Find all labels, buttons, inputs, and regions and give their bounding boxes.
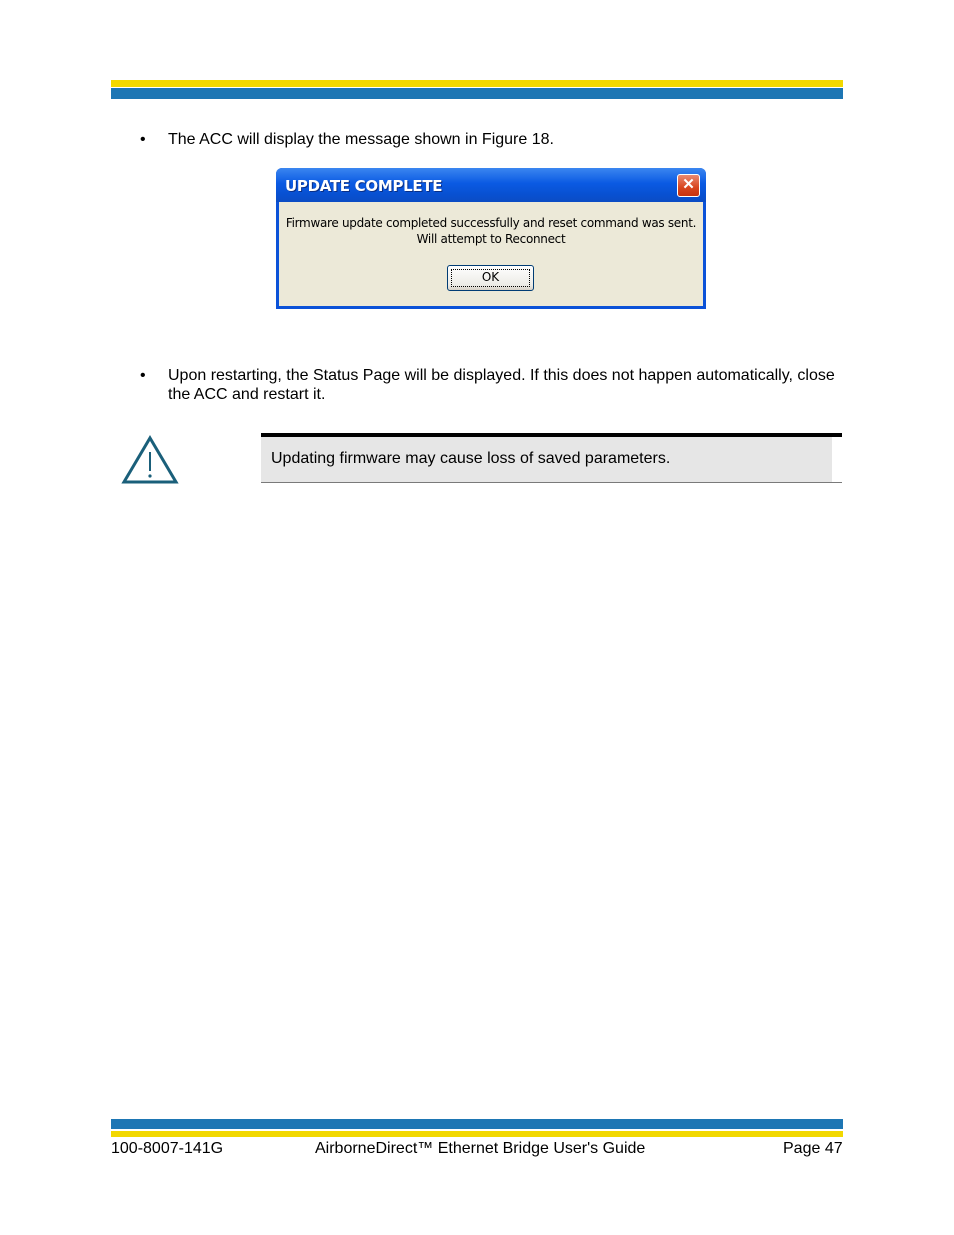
dialog-message-line-2: Will attempt to Reconnect xyxy=(416,232,566,246)
focus-rectangle xyxy=(451,269,530,287)
header-blue-stripe xyxy=(111,88,843,99)
footer-page-number: Page 47 xyxy=(783,1140,843,1157)
bullet-symbol: • xyxy=(140,131,146,148)
footer-title: AirborneDirect™ Ethernet Bridge User's Guide xyxy=(315,1140,646,1157)
footer-blue-stripe xyxy=(111,1119,843,1129)
warning-triangle-icon xyxy=(121,435,179,485)
footer-doc-number: 100-8007-141G xyxy=(111,1140,224,1157)
header-yellow-stripe xyxy=(111,80,843,87)
note-bottom-rule xyxy=(261,482,842,483)
bullet-text: The ACC will display the message shown in Figure 18. xyxy=(168,131,554,148)
update-complete-dialog xyxy=(276,168,706,309)
dialog-message xyxy=(279,215,703,247)
dialog-titlebar xyxy=(276,168,706,202)
bullet-symbol: • xyxy=(140,367,146,384)
dialog-title: UPDATE COMPLETE xyxy=(285,177,443,195)
dialog-message-line-1: Firmware update completed successfully and reset command was sent. xyxy=(285,216,697,230)
ok-button-label: OK xyxy=(481,270,500,284)
dialog-body xyxy=(279,202,703,306)
footer-yellow-stripe xyxy=(111,1131,843,1137)
ok-button[interactable] xyxy=(447,265,534,291)
close-icon[interactable]: ✕ xyxy=(677,174,700,197)
bullet-text: Upon restarting, the Status Page will be displayed. If this does not happen automatically, close the ACC and restart it. xyxy=(168,367,835,403)
caution-note-text: Updating firmware may cause loss of saved parameters. xyxy=(271,450,671,467)
